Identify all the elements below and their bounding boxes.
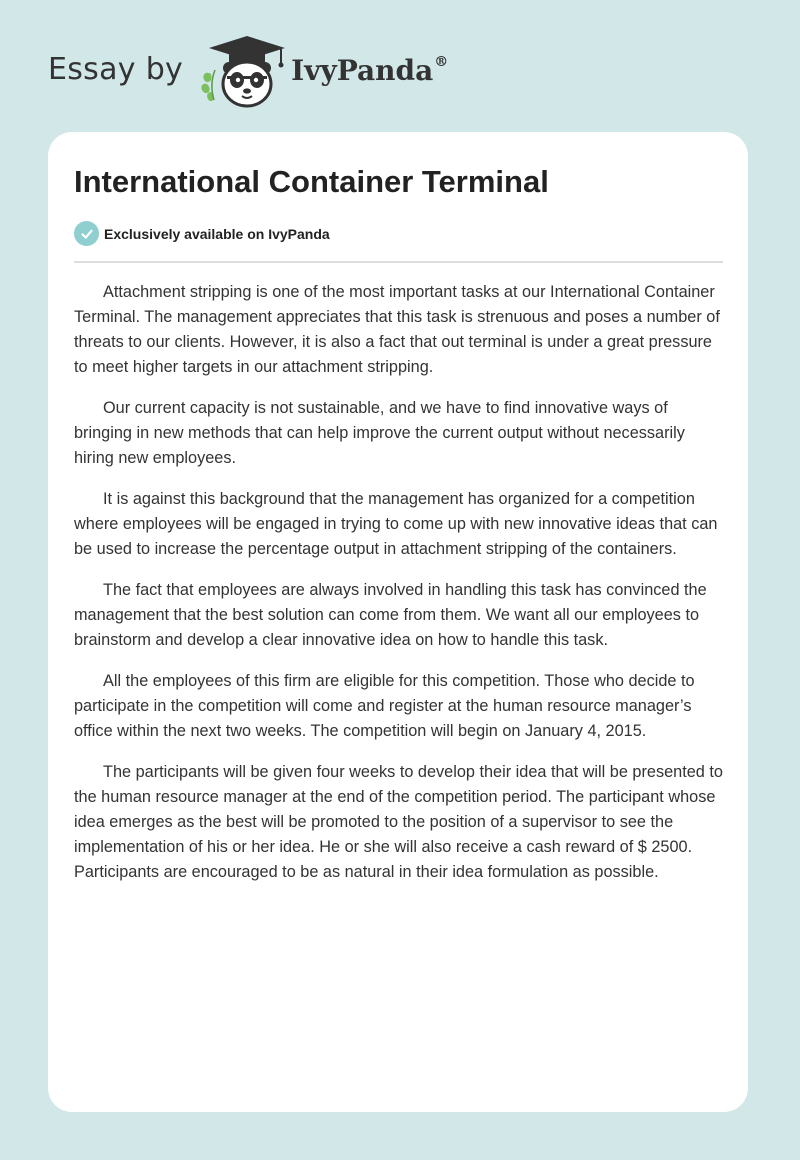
paragraph: It is against this background that the management has organized for a competition where employees will be engaged in trying to come up with new innovative ideas that can be used to increase the percentage output in attachment stripping of the containers. (74, 490, 718, 558)
essay-card (48, 132, 748, 1112)
checkmark-icon (74, 221, 99, 246)
ivy-leaf-icon (201, 70, 215, 101)
exclusive-badge (74, 221, 330, 246)
essay-body (74, 280, 726, 901)
exclusive-badge-label: Exclusively available on IvyPanda (104, 225, 330, 242)
brand-name[interactable] (291, 54, 448, 87)
essay-by-label: Essay by (48, 51, 184, 87)
panda-logo-icon[interactable] (197, 34, 287, 110)
paragraph: Our current capacity is not sustainable, and we have to find innovative ways of bringing in new methods that can help improve the current output without necessarily hiring new employees. (74, 399, 685, 467)
paragraph: All the employees of this firm are eligible for this competition. Those who decide to participate in the competition will come and register at the human resource manager’s office within the next two weeks. The competition will begin on January 4, 2015. (74, 672, 695, 740)
brand-name-text: IvyPanda (291, 53, 434, 87)
title-divider (74, 261, 723, 263)
paragraph: Attachment stripping is one of the most important tasks at our International Container Terminal. The management appreciates that this task is strenuous and poses a number of threats to our clients. However, it is also a fact that out terminal is under a great pressure to meet higher targets in our attachment stripping. (74, 283, 720, 376)
trademark-symbol: ® (434, 53, 449, 70)
site-header (48, 34, 448, 110)
paragraph: The fact that employees are always involved in handling this task has convinced the management that the best solution can come from them. We want all our employees to brainstorm and develop a clear innovative idea on how to handle this task. (74, 581, 707, 649)
paragraph: The participants will be given four weeks to develop their idea that will be presented to the human resource manager at the end of the competition period. The participant whose idea emerges as the best will be promoted to the position of a supervisor to see the implementation of his or her idea. He or she will also receive a cash reward of $ 2500. Participants are encouraged to be as natural in their idea formulation as possible. (74, 763, 723, 881)
page-title: International Container Terminal (74, 164, 549, 199)
